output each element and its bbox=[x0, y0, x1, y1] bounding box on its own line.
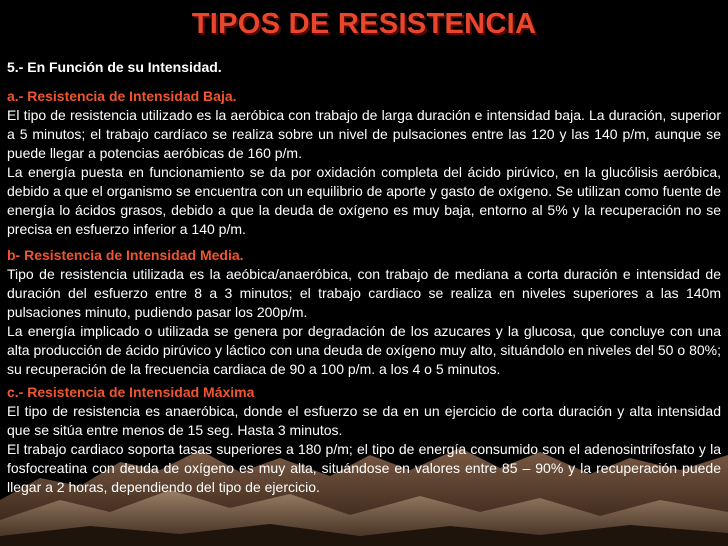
section-intensidad-media bbox=[7, 246, 721, 379]
section-intensidad-maxima bbox=[7, 383, 721, 497]
section-heading: c.- Resistencia de Intensidad Máxima bbox=[7, 384, 255, 400]
section-paragraph: El tipo de resistencia utilizado es la aeróbica con trabajo de larga duración e intensidad baja. La duración, superior a 5 minutos; el trabajo cardíaco se realiza sobre un nivel de pulsaciones entre las 120 y las 140 p/m, aunque se puede llegar a potencias aeróbicas de 160 p/m. bbox=[7, 107, 721, 161]
slide-content bbox=[7, 58, 721, 497]
section-intensidad-baja bbox=[7, 87, 721, 239]
section-heading: b- Resistencia de Intensidad Media. bbox=[7, 247, 244, 263]
section-paragraph: La energía puesta en funcionamiento se da por oxidación completa del ácido pirúvico, en la glucólisis aeróbica, debido a que el organismo se encuentra con un equilibrio de aporte y gasto de oxígeno. Se utilizan como fuente de energía lo ácidos grasos, debido a que la deuda de oxígeno es muy baja, entorno al 5% y la recuperación no se precisa en esfuerzo inferior a 140 p/m. bbox=[7, 164, 721, 237]
section-paragraph: Tipo de resistencia utilizada es la aeóbica/anaeróbica, con trabajo de mediana a corta duración e intensidad de duración del esfuerzo entre 8 a 3 minutos; el trabajo cardiaco se realiza en niveles superiores a las 140m pulsaciones minuto, pudiendo pasar los 200p/m. bbox=[7, 266, 721, 320]
section-paragraph: El trabajo cardiaco soporta tasas superiores a 180 p/m; el tipo de energía consumido son el adenosintrifosfato y la fosfocreatina con deuda de oxígeno es muy alta, situándose en valores entre 85 – 90% y la recuperación puede llegar a 2 horas, dependiendo del tipo de ejercicio. bbox=[7, 441, 721, 495]
section-paragraph: El tipo de resistencia es anaeróbica, donde el esfuerzo se da en un ejercicio de corta duración y alta intensidad que se sitúa entre menos de 15 seg. Hasta 3 minutos. bbox=[7, 403, 721, 438]
section-paragraph: La energía implicado o utilizada se genera por degradación de los azucares y la glucosa, que concluye con una alta producción de ácido pirúvico y láctico con una deuda de oxígeno muy alto, situándolo en niveles del 50 o 80%; su recuperación de la frecuencia cardiaca de 90 a 100 p/m. a los 4 o 5 minutos. bbox=[7, 323, 721, 377]
section-heading: a.- Resistencia de Intensidad Baja. bbox=[7, 88, 237, 104]
subtitle: 5.- En Función de su Intensidad. bbox=[7, 59, 222, 75]
slide-title: TIPOS DE RESISTENCIA bbox=[191, 8, 537, 40]
